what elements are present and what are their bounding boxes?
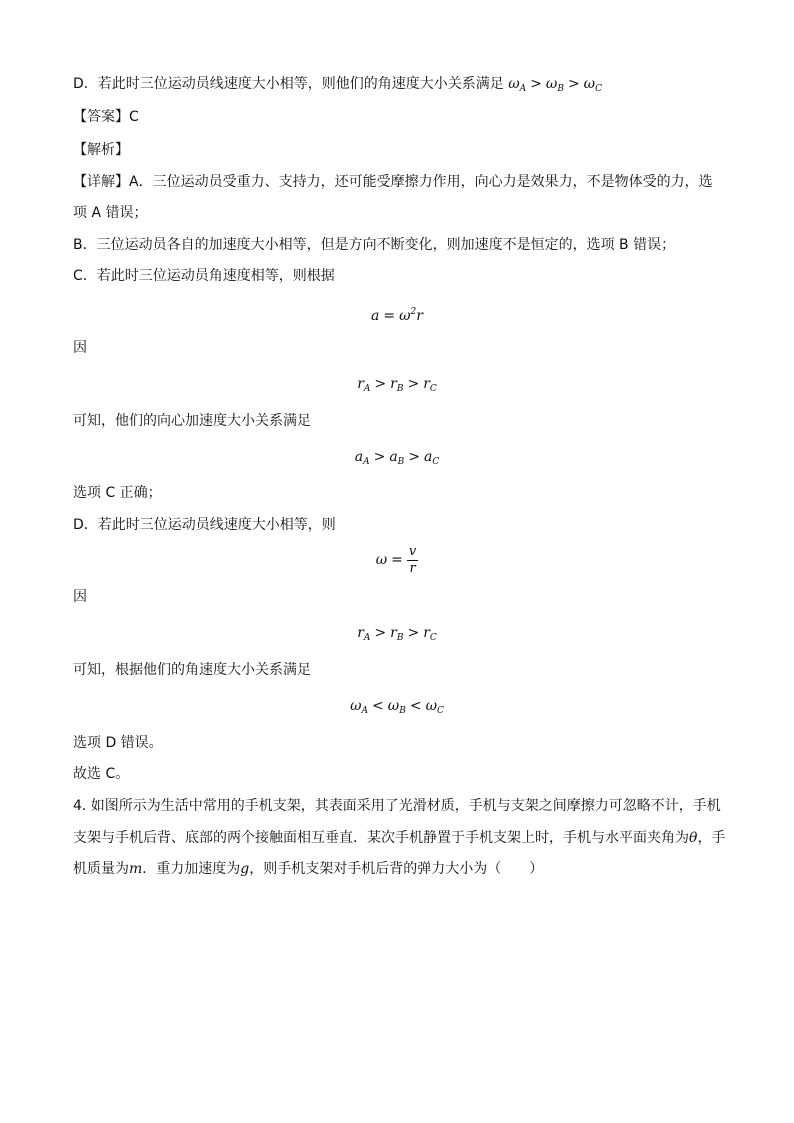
formula-centripetal-acceleration: $a = \omega^2r$ <box>371 307 423 324</box>
because-2: 因 <box>73 589 87 605</box>
fraction-v-over-r: $\frac{v}{r}$ <box>408 543 417 576</box>
detail-line-1 <box>73 172 713 192</box>
option-c-correct: 选项 C 正确； <box>73 485 162 501</box>
because-1: 因 <box>73 340 87 356</box>
answer-value: C <box>129 109 139 125</box>
radius-relation-2: $r_A > r_B > r_C$ <box>357 625 437 643</box>
theta-symbol: θ <box>689 830 698 846</box>
angular-velocity-relation: $\omega_A < \omega_B < \omega_C$ <box>350 698 444 716</box>
formula-angular-velocity: ω = $\frac{v}{r}$ <box>375 543 417 576</box>
know-angular-velocity: 可知，根据他们的角速度大小关系满足 <box>73 662 311 678</box>
omega-relation: $\omega_A > \omega_B > \omega_C$ <box>508 76 602 94</box>
option-d-statement <box>73 74 602 99</box>
acceleration-relation: $a_A > a_B > a_C$ <box>354 449 440 467</box>
option-d-wrong: 选项 D 错误。 <box>73 735 163 751</box>
analysis-label: 【解析】 <box>73 142 129 158</box>
answer-label: 【答案】 <box>73 109 129 125</box>
option-d-text: D．若此时三位运动员线速度大小相等，则他们的角速度大小关系满足 <box>73 76 504 92</box>
detail-text-a: A．三位运动员受重力、支持力，还可能受摩擦力作用，向心力是效果力，不是物体受的力，选 <box>129 174 713 190</box>
conclusion: 故选 C。 <box>73 766 130 782</box>
detail-label: 【详解】 <box>73 174 129 190</box>
radius-relation-1: $r_A > r_B > r_C$ <box>357 376 437 394</box>
question-4-line-1: 4. 如图所示为生活中常用的手机支架，其表面采用了光滑材质，手机与支架之间摩擦力可忽略不计，手机 <box>73 798 721 814</box>
question-4-line-3: 机质量为m．重力加速度为g，则手机支架对手机后背的弹力大小为（ ） <box>73 861 544 877</box>
know-acceleration: 可知，他们的向心加速度大小关系满足 <box>73 413 311 429</box>
answer-line <box>73 107 139 127</box>
question-4-line-2: 支架与手机后背、底部的两个接触面相互垂直．某次手机静置于手机支架上时，手机与水平面夹角为θ，手 <box>73 830 726 846</box>
mass-symbol: m <box>129 861 143 877</box>
detail-line-2: 项 A 错误； <box>73 205 148 221</box>
detail-line-c: C．若此时三位运动员角速度相等，则根据 <box>73 268 335 284</box>
gravity-symbol: g <box>240 861 250 877</box>
detail-line-b: B．三位运动员各自的加速度大小相等，但是方向不断变化，则加速度不是恒定的，选项 B 错误； <box>73 237 676 253</box>
detail-line-d: D．若此时三位运动员线速度大小相等，则 <box>73 517 336 533</box>
